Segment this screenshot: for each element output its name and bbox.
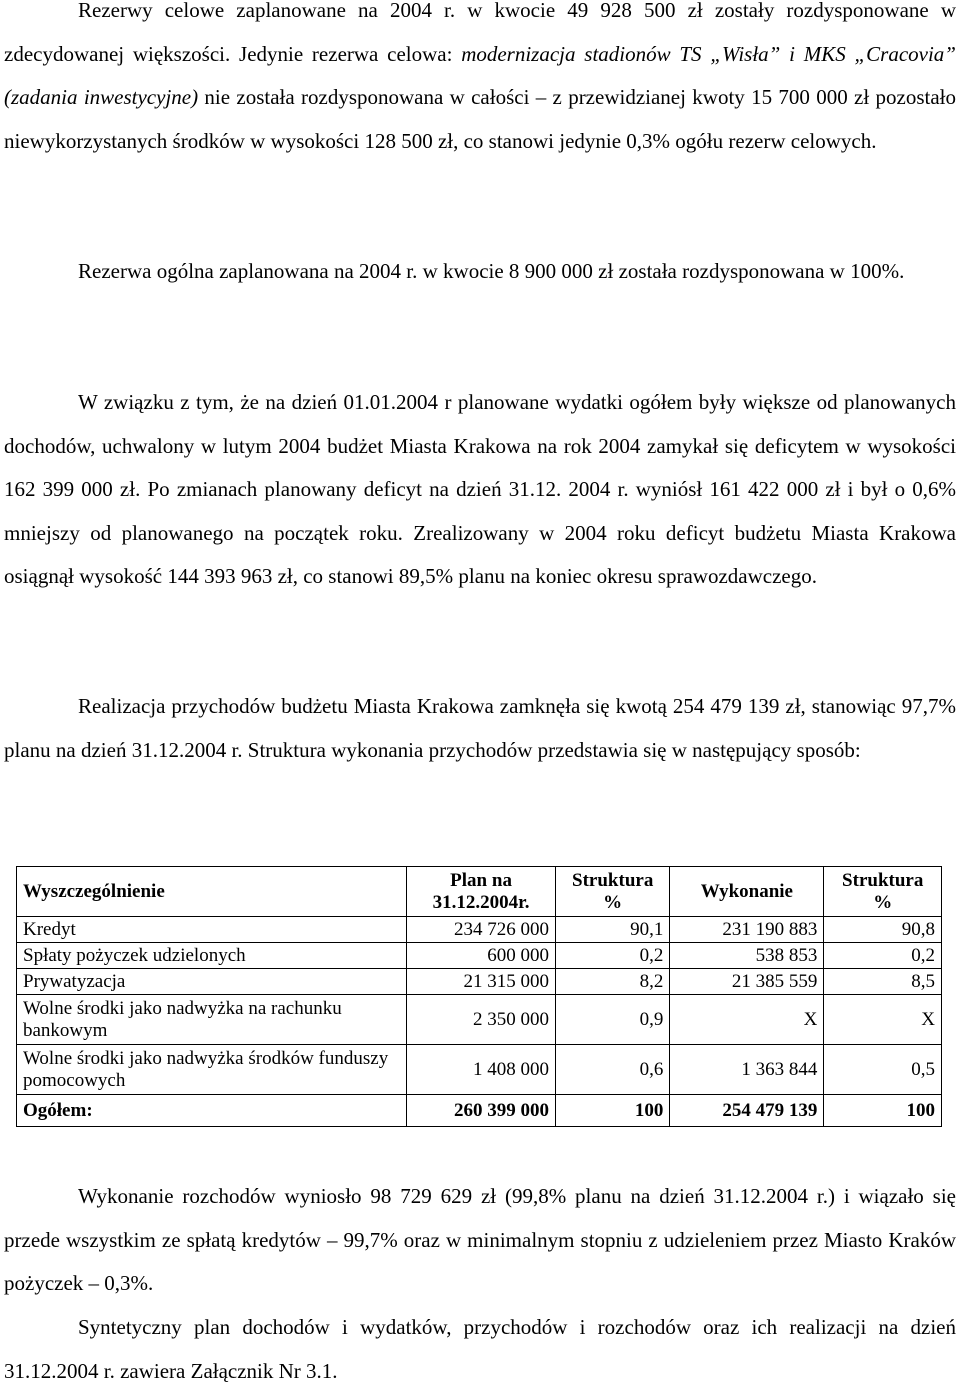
table-row (17, 917, 942, 943)
table-row (17, 969, 942, 995)
row-execution: 231 190 883 (670, 917, 824, 943)
total-structure-plan: 100 (555, 1095, 669, 1127)
row-label: Wolne środki jako nadwyżka na rachunku bankowym (17, 995, 407, 1045)
paragraph-revenue-realization: Realizacja przychodów budżetu Miasta Krakowa zamknęła się kwotą 254 479 139 zł, stanowiąc 97,7% planu na dzień 31.12.2004 r. Struktura wykonania przychodów przedstawia się w następujący sposób: (4, 694, 956, 762)
row-structure-plan: 90,1 (555, 917, 669, 943)
table-row (17, 995, 942, 1045)
row-execution: X (670, 995, 824, 1045)
table-header-row (17, 867, 942, 917)
row-plan: 234 726 000 (407, 917, 556, 943)
header-structure-execution: Struktura % (824, 867, 942, 917)
paragraph-reserves-part1: Rezerwy celowe zaplanowane na 2004 r. w kwocie 49 928 500 zł zostały rozdysponowane w zdecydowanej większości. Jedynie rezerwa celowa: (4, 0, 956, 66)
row-label: Prywatyzacja (17, 969, 407, 995)
table-row (17, 1045, 942, 1095)
paragraph-reserves-italic: modernizacja stadionów TS „Wisła” i MKS „Cracovia” (zadania inwestycyjne) (4, 41, 956, 109)
row-plan: 2 350 000 (407, 995, 556, 1045)
total-execution: 254 479 139 (670, 1095, 824, 1127)
row-structure-plan: 0,6 (555, 1045, 669, 1095)
row-label: Spłaty pożyczek udzielonych (17, 943, 407, 969)
header-execution: Wykonanie (670, 867, 824, 917)
row-plan: 21 315 000 (407, 969, 556, 995)
row-structure-execution: 8,5 (824, 969, 942, 995)
row-execution: 538 853 (670, 943, 824, 969)
row-label: Wolne środki jako nadwyżka środków funduszy pomocowych (17, 1045, 407, 1095)
row-structure-plan: 0,2 (555, 943, 669, 969)
row-execution: 1 363 844 (670, 1045, 824, 1095)
row-plan: 600 000 (407, 943, 556, 969)
revenue-structure-table (16, 866, 942, 1127)
total-label: Ogółem: (17, 1095, 407, 1127)
header-plan: Plan na 31.12.2004r. (407, 867, 556, 917)
table-total-row (17, 1095, 942, 1127)
row-label: Kredyt (17, 917, 407, 943)
total-plan: 260 399 000 (407, 1095, 556, 1127)
row-structure-execution: X (824, 995, 942, 1045)
header-structure-plan: Struktura % (555, 867, 669, 917)
paragraph-reserve-general: Rezerwa ogólna zaplanowana na 2004 r. w kwocie 8 900 000 zł została rozdysponowana w 100%. (78, 259, 905, 283)
row-structure-execution: 0,2 (824, 943, 942, 969)
row-structure-plan: 8,2 (555, 969, 669, 995)
paragraph-expenditures: Wykonanie rozchodów wyniosło 98 729 629 zł (99,8% planu na dzień 31.12.2004 r.) i wiązało się przede wszystkim ze spłatą kredytów – 99,7% oraz w minimalnym stopniu z udzieleniem przez Miasto Kraków pożyczek – 0,3%. (4, 1184, 956, 1295)
total-structure-execution: 100 (824, 1095, 942, 1127)
paragraph-deficit: W związku z tym, że na dzień 01.01.2004 r planowane wydatki ogółem były większe od planowanych dochodów, uchwalony w lutym 2004 budżet Miasta Krakowa na rok 2004 zamykał się deficytem w wysokości 162 399 000 zł. Po zmianach planowany deficyt na dzień 31.12. 2004 r. wyniósł 161 422 000 zł i był o 0,6% mniejszy od planowanego na początek roku. Zrealizowany w 2004 roku deficyt budżetu Miasta Krakowa osiągnął wysokość 144 393 963 zł, co stanowi 89,5% planu na koniec okresu sprawozdawczego. (4, 390, 956, 588)
row-plan: 1 408 000 (407, 1045, 556, 1095)
paragraph-reserves-part2: nie została rozdysponowana w całości – z przewidzianej kwoty 15 700 000 zł pozostało niewykorzystanych środków w wysokości 128 500 zł, co stanowi jedynie 0,3% ogółu rezerw celowych. (4, 85, 957, 153)
row-structure-execution: 90,8 (824, 917, 942, 943)
header-description: Wyszczególnienie (17, 867, 407, 917)
row-structure-execution: 0,5 (824, 1045, 942, 1095)
paragraph-reserves-targeted (4, 0, 956, 163)
paragraph-appendix-reference: Syntetyczny plan dochodów i wydatków, przychodów i rozchodów oraz ich realizacji na dzień 31.12.2004 r. zawiera Załącznik Nr 3.1. (4, 1315, 956, 1383)
row-structure-plan: 0,9 (555, 995, 669, 1045)
table-row (17, 943, 942, 969)
row-execution: 21 385 559 (670, 969, 824, 995)
